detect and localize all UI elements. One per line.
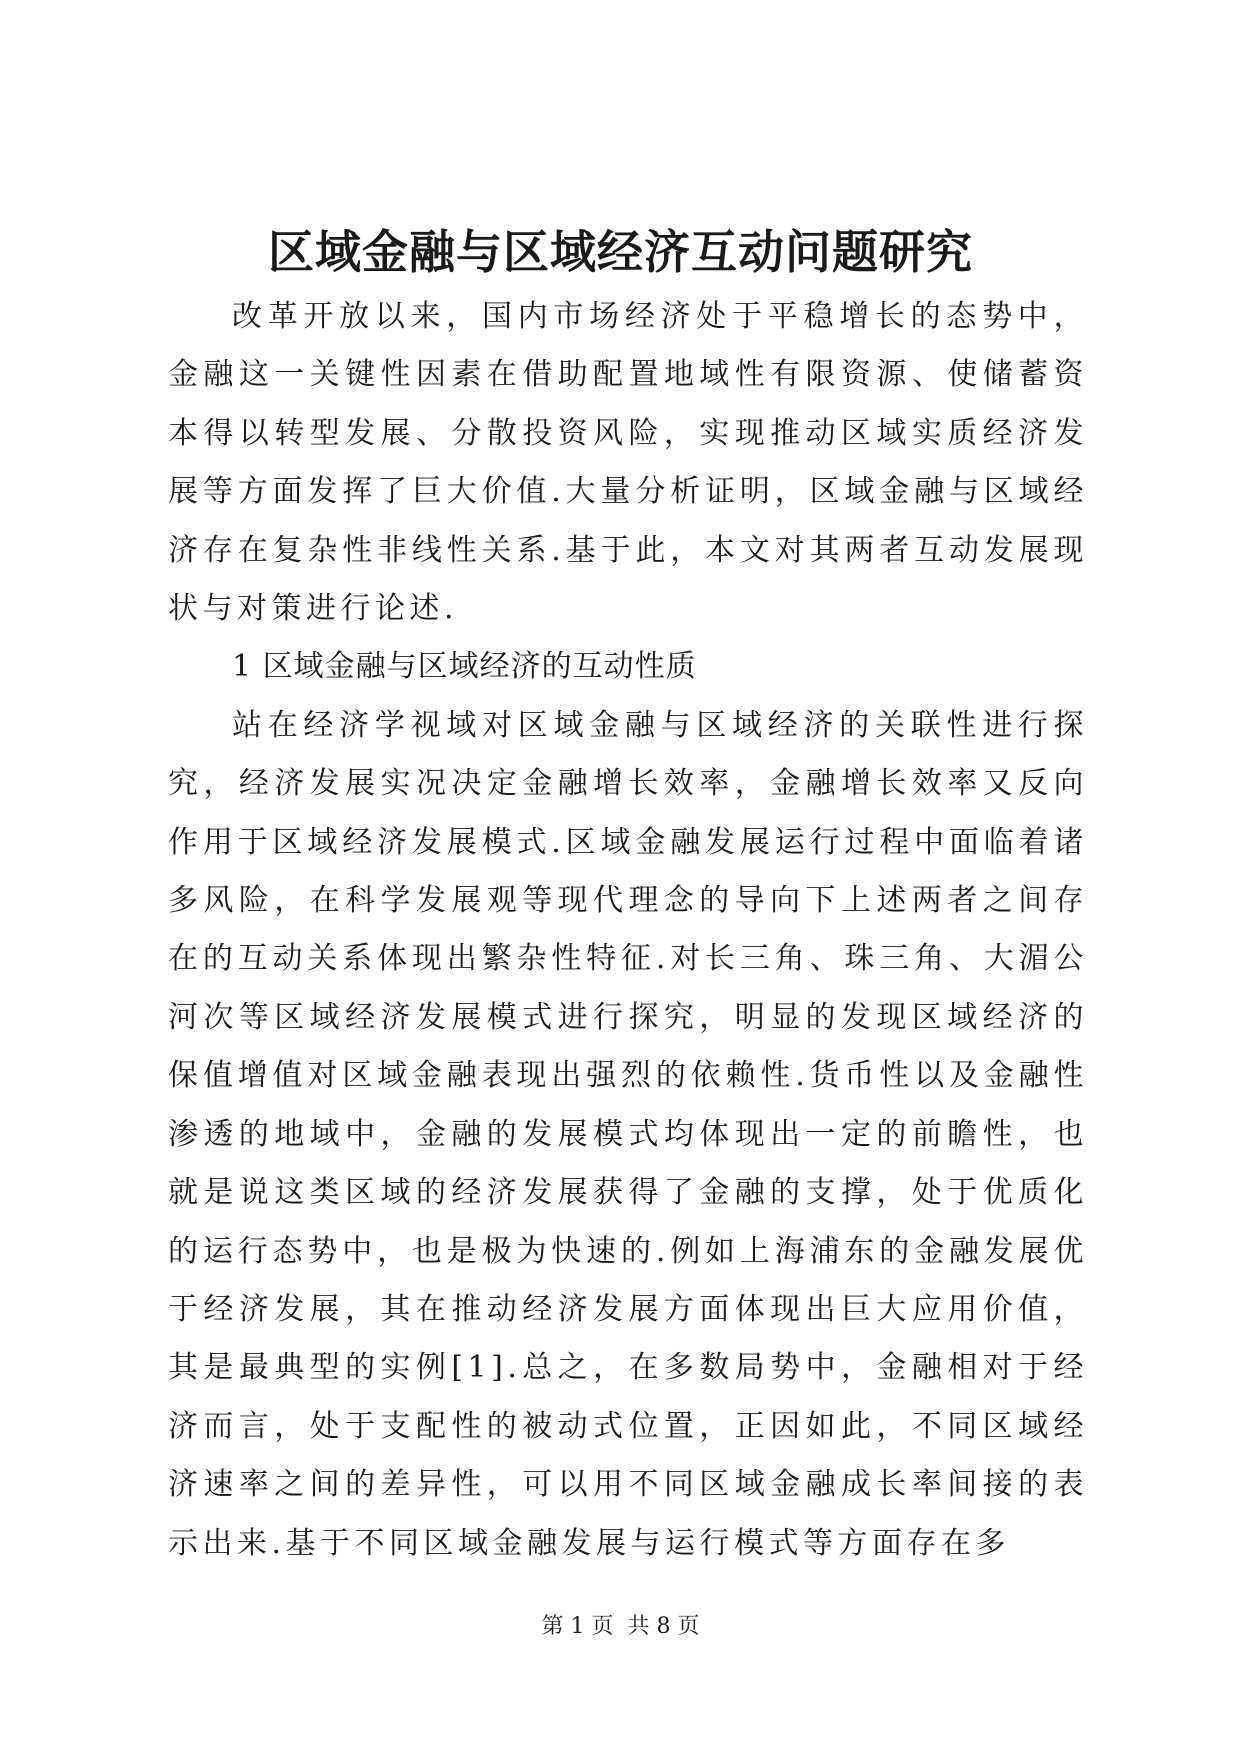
page-footer [0,1612,1241,1642]
paragraph-intro: 改革开放以来，国内市场经济处于平稳增长的态势中，金融这一关键性因素在借助配置地域性有限资源、使储蓄资本得以转型发展、分散投资风险，实现推动区域实质经济发展等方面发挥了巨大价值.大量分析证明，区域金融与区域经济存在复杂性非线性关系.基于此，本文对其两者互动发展现状与对策进行论述. [168,299,1088,627]
document-body [168,288,1088,1573]
document-title: 区域金融与区域经济互动问题研究 [268,225,973,279]
page-total: 共 8 页 [627,1614,700,1639]
section-heading: 1 区域金融与区域经济的互动性质 [232,649,697,685]
paragraph-section-1: 站在经济学视域对区域金融与区域经济的关联性进行探究，经济发展实况决定金融增长效率，金融增长效率又反向作用于区域经济发展模式.区域金融发展运行过程中面临着诸多风险，在科学发展观等现代理念的导向下上述两者之间存在的互动关系体现出繁杂性特征.对长三角、珠三角、大湄公河次等区域经济发展模式进行探究，明显的发现区域经济的保值增值对区域金融表现出强烈的依赖性.货币性以及金融性渗透的地域中，金融的发展模式均体现出一定的前瞻性，也就是说这类区域的经济发展获得了金融的支撑，处于优质化的运行态势中，也是极为快速的.例如上海浦东的金融发展优于经济发展，其在推动经济发展方面体现出巨大应用价值，其是最典型的实例[1].总之，在多数局势中，金融相对于经济而言，处于支配性的被动式位置，正因如此，不同区域经济速率之间的差异性，可以用不同区域金融成长率间接的表示出来.基于不同区域金融发展与运行模式等方面存在多 [168,707,1088,1561]
page-number: 第 1 页 [541,1614,614,1639]
